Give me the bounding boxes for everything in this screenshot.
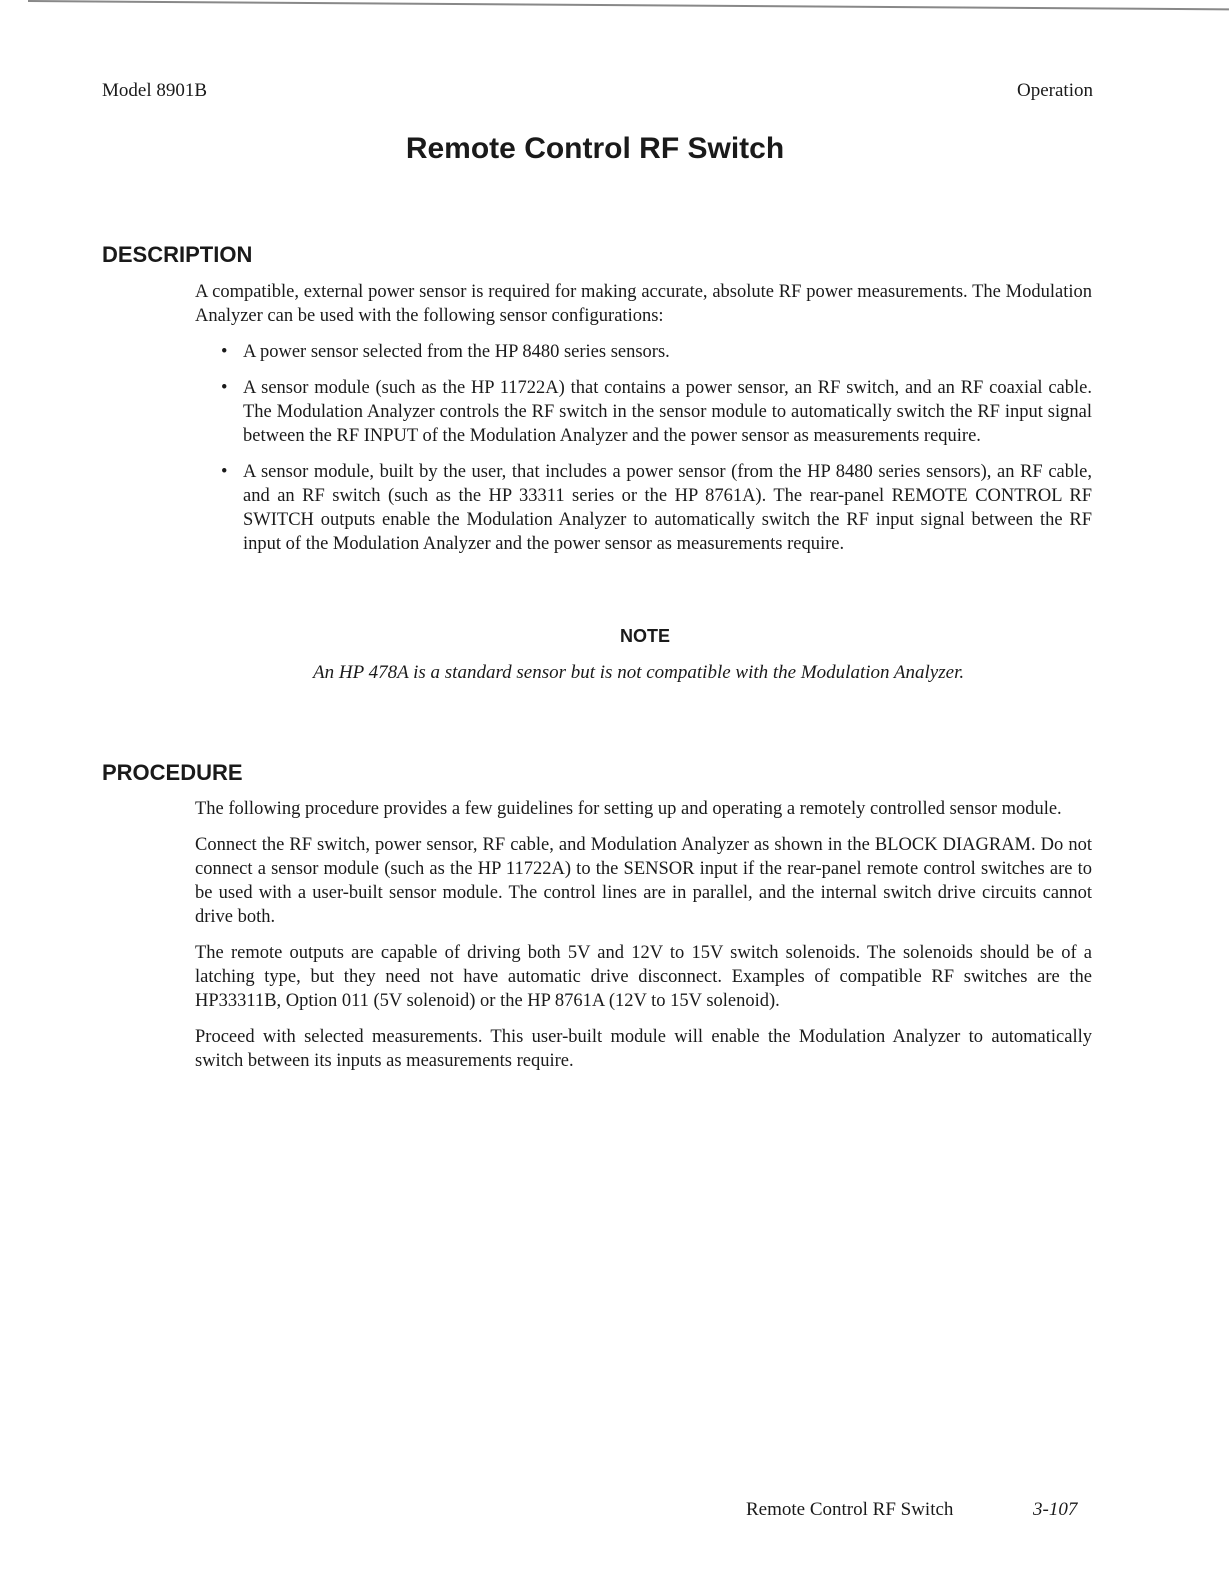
- page-number: 3-107: [1033, 1499, 1078, 1520]
- description-heading: DESCRIPTION: [102, 242, 253, 267]
- list-item: • A sensor module, built by the user, that includes a power sensor (from the HP 8480 series sensors), an RF cable, and an RF switch (such as the HP 33311 series or the HP 8761A). The rear-panel REMOTE CONTROL RF SWITCH outputs enable the Modulation Analyzer to automatically switch the RF input signal between the RF input of the Modulation Analyzer and the power sensor as measurements require.: [243, 460, 1092, 556]
- paragraph: Proceed with selected measurements. This user-built module will enable the Modulation Analyzer to automatically switch between its inputs as measurements require.: [195, 1027, 1092, 1071]
- paragraph: The following procedure provides a few guidelines for setting up and operating a remotely controlled sensor module.: [195, 799, 1062, 819]
- header-model: Model 8901B: [102, 80, 208, 101]
- footer-section: Remote Control RF Switch: [746, 1499, 954, 1520]
- description-body: [195, 280, 1092, 568]
- page-title: Remote Control RF Switch: [405, 132, 785, 165]
- list-item: • A power sensor selected from the HP 8480 series sensors.: [243, 340, 1092, 364]
- note-heading: NOTE: [619, 626, 670, 646]
- header-section: Operation: [1017, 80, 1093, 101]
- procedure-heading: PROCEDURE: [102, 760, 243, 785]
- paragraph: Connect the RF switch, power sensor, RF cable, and Modulation Analyzer as shown in the BLOCK DIAGRAM. Do not connect a sensor module (such as the HP 11722A) to the SENSOR input if the rear-panel remote control switches are to be used with a user-built sensor module. The control lines are in parallel, and the internal switch drive circuits cannot drive both.: [195, 835, 1092, 927]
- procedure-body: [195, 797, 1092, 1085]
- description-intro: A compatible, external power sensor is required for making accurate, absolute RF power measurements. The Modulation Analyzer can be used with the following sensor configurations:: [195, 282, 1092, 326]
- scan-edge-line: [28, 0, 1229, 10]
- list-item: • A sensor module (such as the HP 11722A) that contains a power sensor, an RF switch, and an RF coaxial cable. The Modulation Analyzer controls the RF switch in the sensor module to automatically switch the RF input signal between the RF INPUT of the Modulation Analyzer and the power sensor as measurements require.: [243, 376, 1092, 448]
- paragraph: The remote outputs are capable of driving both 5V and 12V to 15V switch solenoids. The solenoids should be of a latching type, but they need not have automatic drive disconnect. Examples of compatible RF switches are the HP33311B, Option 011 (5V solenoid) or the HP 8761A (12V to 15V solenoid).: [195, 943, 1092, 1011]
- note-text: An HP 478A is a standard sensor but is not compatible with the Modulation Analyzer.: [313, 662, 965, 683]
- sensor-config-list: [195, 340, 1092, 556]
